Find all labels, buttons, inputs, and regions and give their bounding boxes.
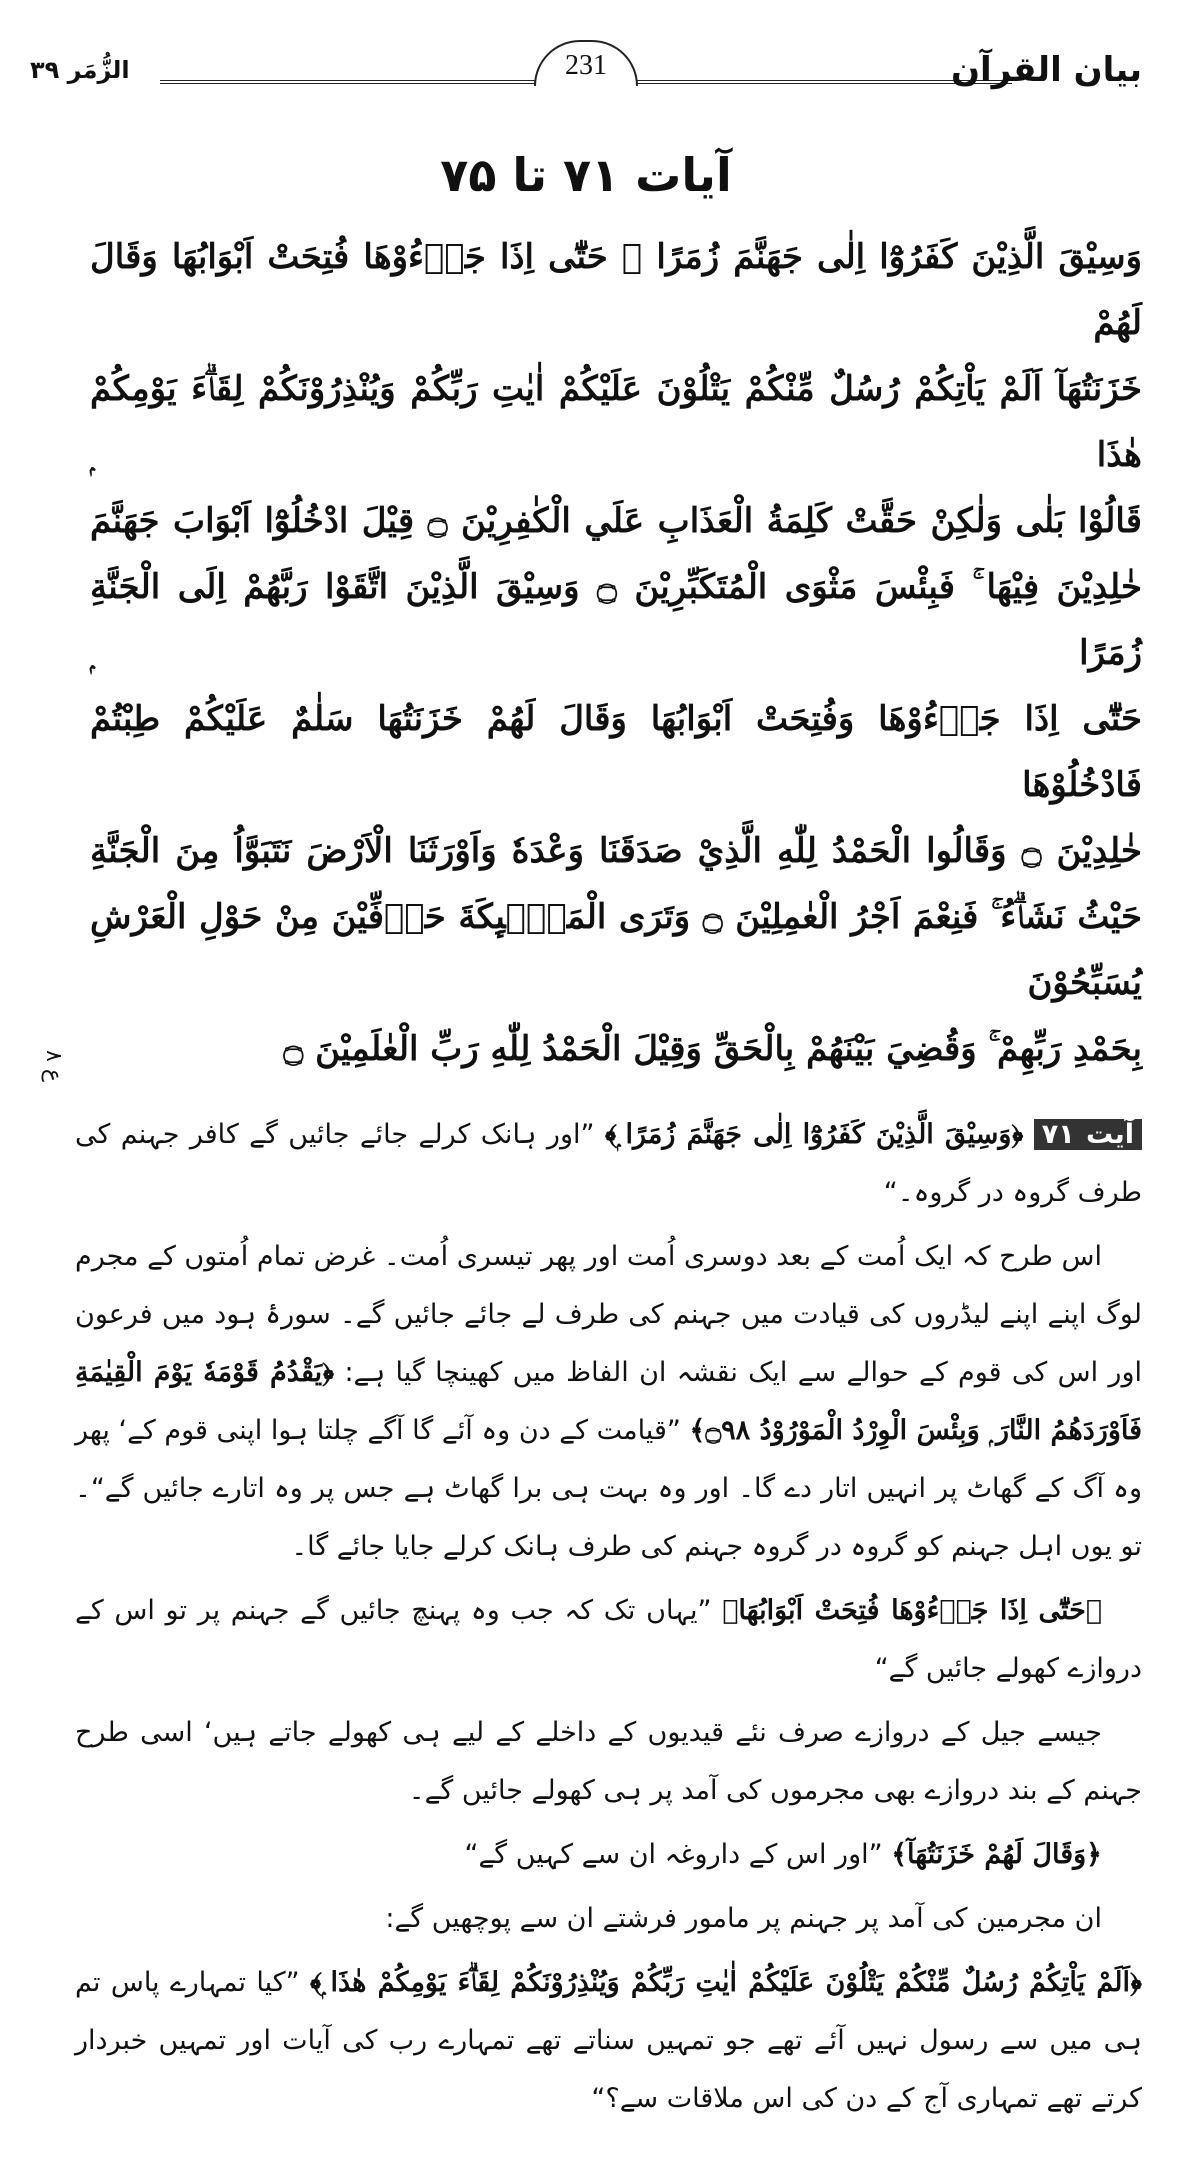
quran-quote: ﴿وَسِيْقَ الَّذِيْنَ كَفَرُوْٓا اِلٰى جَهَنَّمَ زُمَرًا ۭ﴾ (604, 1119, 1024, 1150)
text: اس طرح کہ ایک اُمت کے بعد دوسری اُمت اور پھر تیسری اُمت۔ غرض تمام اُمتوں کے مجرم لوگ اپنے اپنے لیڈروں کی قیادت میں جہنم کی طرف لے جائے جائیں گے۔ سورۂ ہود میں فرعون اور اس کی قوم کے حوالے سے ایک نقشہ ان الفاظ میں کھینچا گیا ہے: (75, 1241, 1142, 1388)
arabic-section (30, 224, 1142, 1082)
paragraph (75, 1826, 1142, 1884)
paragraph (75, 1106, 1142, 1222)
arabic-verses (90, 224, 1142, 1082)
verse-line: خٰلِدِيْنَ فِيْهَا ۚ فَبِئْسَ مَثْوَى الْمُتَكَبِّرِيْنَ ۝ وَسِيْقَ الَّذِيْنَ اتَّقَوْا رَبَّهُمْ اِلَى الْجَنَّةِ زُمَرًا ۭ (90, 567, 1143, 673)
quran-quote: ﴿اَلَمْ يَاْتِكُمْ رُسُلٌ مِّنْكُمْ يَتْلُوْنَ عَلَيْكُمْ اٰيٰتِ رَبِّكُمْ وَيُنْذِرُوْنَكُمْ لِقَاۗءَ يَوْمِكُمْ هٰذَا ۭ﴾ (309, 1967, 1142, 1998)
paragraph: جیسے جیل کے دروازے صرف نئے قیدیوں کے داخلے کے لیے ہی کھولے جاتے ہیں‘ اسی طرح جہنم کے بند دروازے بھی مجرموں کی آمد پر ہی کھولے جائیں گے۔ (75, 1717, 1142, 1806)
page-number: 231 (534, 40, 638, 86)
quran-quote: ﴿يَقْدُمُ قَوْمَهٗ يَوْمَ الْقِيٰمَةِ فَاَوْرَدَهُمُ النَّارَ ۭ وَبِئْسَ الْوِرْدُ الْمَوْرُوْدُ ۝۹۸﴾ (75, 1357, 1142, 1446)
translation: ”اور ہانک کرلے جائے جائیں گے کافر جہنم کی طرف گروہ در گروہ۔“ (75, 1119, 1142, 1208)
ayah-badge: آیت ۷۱ (1034, 1119, 1142, 1150)
paragraph: ان مجرمین کی آمد پر جہنم پر مامور فرشتے ان سے پوچھیں گے: (385, 1903, 1102, 1934)
paragraph (75, 1582, 1142, 1698)
paragraph (75, 1954, 1142, 2128)
ruku-mark: ع ۸ (41, 1050, 66, 1082)
verse-line: خٰلِدِيْنَ ۝ وَقَالُوا الْحَمْدُ لِلّٰهِ الَّذِيْ صَدَقَنَا وَعْدَهٗ وَاَوْرَثَنَا الْاَرْضَ نَتَبَوَّاُ مِنَ الْجَنَّةِ (90, 831, 1142, 871)
translation: ”یہاں تک کہ جب وہ پہنچ جائیں گے جہنم پر تو اس کے دروازے کھولے جائیں گے“ (75, 1595, 1142, 1684)
page-header (30, 40, 1142, 100)
translation: ”اور اس کے داروغہ ان سے کہیں گے“ (464, 1839, 883, 1870)
translation: ”کیا تمہارے پاس تم ہی میں سے رسول نہیں آئے تھے جو تمہیں سناتے تھے تمہارے رب کی آیات اور تمہیں خبردار کرتے تھے تمہاری آج کے دن کی اس ملاقات سے؟“ (75, 1967, 1142, 2114)
verse-line: بِحَمْدِ رَبِّهِمْ ۚ وَقُضِيَ بَيْنَهُمْ بِالْحَقِّ وَقِيْلَ الْحَمْدُ لِلّٰهِ رَبِّ الْعٰلَمِيْنَ ۝ (283, 1029, 1142, 1069)
verse-line: حَيْثُ نَشَاۗءُ ۚ فَنِعْمَ اَجْرُ الْعٰمِلِيْنَ ۝ وَتَرَى الْمَلٰۗىِٕكَةَ حَاۗفِّيْنَ مِنْ حَوْلِ الْعَرْشِ يُسَبِّحُوْنَ (90, 897, 1142, 1003)
commentary (30, 1106, 1142, 2128)
book-title: بیان القرآن (951, 50, 1142, 90)
verse-line: وَسِيْقَ الَّذِيْنَ كَفَرُوْٓا اِلٰى جَهَنَّمَ زُمَرًا ۭ حَتّٰٓى اِذَا جَاۗءُوْهَا فُتِحَتْ اَبْوَابُهَا وَقَالَ لَهُمْ (90, 237, 1142, 343)
quran-quote: ﴿وَقَالَ لَهُمْ خَزَنَتُهَآ﴾ (891, 1839, 1102, 1870)
verse-line: قَالُوْا بَلٰى وَلٰكِنْ حَقَّتْ كَلِمَةُ الْعَذَابِ عَلَي الْكٰفِرِيْنَ ۝ قِيْلَ ادْخُلُوْٓا اَبْوَابَ جَهَنَّمَ (90, 501, 1142, 541)
quran-quote: ﴿حَتّٰٓى اِذَا جَاۗءُوْهَا فُتِحَتْ اَبْوَابُهَا﴾ (722, 1595, 1102, 1626)
verse-line: حَتّٰٓى اِذَا جَاۗءُوْهَا وَفُتِحَتْ اَبْوَابُهَا وَقَالَ لَهُمْ خَزَنَتُهَا سَلٰمٌ عَلَيْكُمْ طِبْتُمْ فَادْخُلُوْهَا (90, 699, 1142, 805)
surah-name: الزُّمَر ۳۹ (30, 56, 130, 84)
section-title: آیات ۷۱ تا ۷۵ (440, 148, 732, 202)
verse-line: خَزَنَتُهَآ اَلَمْ يَاْتِكُمْ رُسُلٌ مِّنْكُمْ يَتْلُوْنَ عَلَيْكُمْ اٰيٰتِ رَبِّكُمْ وَيُنْذِرُوْنَكُمْ لِقَاۗءَ يَوْمِكُمْ هٰذَا ۭ (90, 369, 1142, 475)
text: ”قیامت کے دن وہ آئے گا آگے چلتا ہوا اپنی قوم کے‘ پھر وہ آگ کے گھاٹ پر انہیں اتار دے گا۔ اور وہ بہت ہی برا گھاٹ ہے جس پر وہ اتارے جائیں گے“۔ تو یوں اہل جہنم کو گروہ در گروہ جہنم کی طرف ہانک کرلے جایا جائے گا۔ (75, 1415, 1142, 1562)
paragraph (75, 1228, 1142, 1576)
